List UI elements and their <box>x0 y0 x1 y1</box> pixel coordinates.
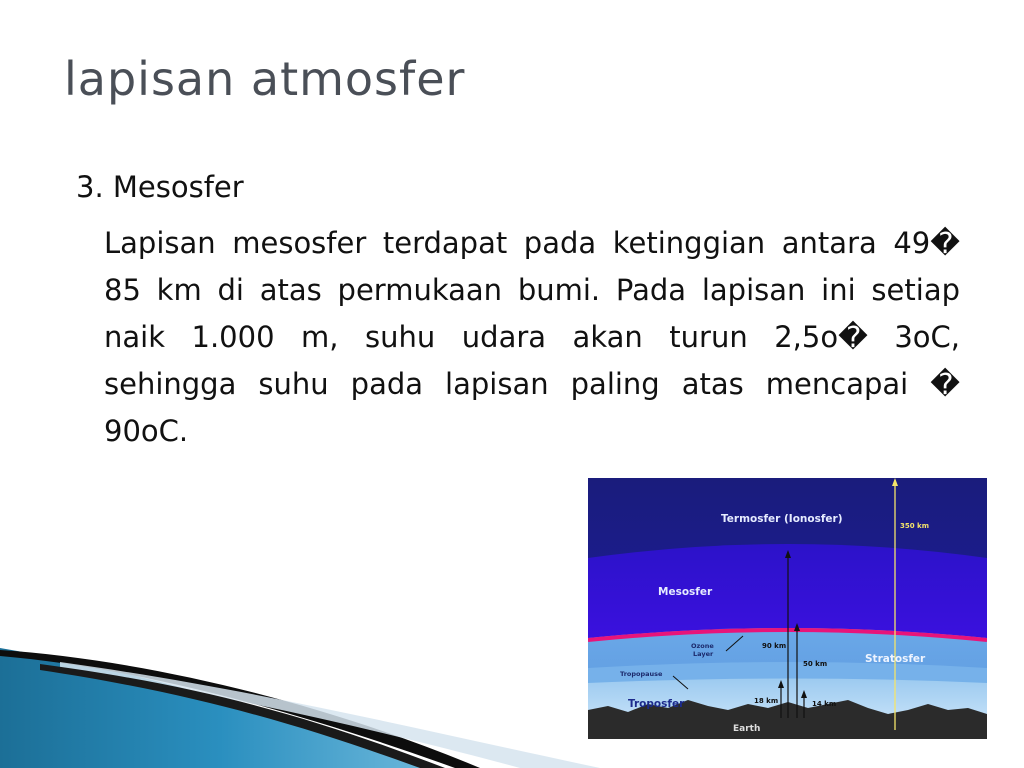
slide-title: lapisan atmosfer <box>64 52 466 106</box>
label-50km: 50 km <box>803 660 828 668</box>
body-paragraph: Lapisan mesosfer terdapat pada ketinggian antara 49� 85 km di atas permukaan bumi. Pada lapisan ini setiap naik 1.000 m, suhu udara akan turun 2,5o� 3oC, sehingga suhu pada lapisan paling atas mencapai � 90oC. <box>104 226 960 448</box>
label-earth: Earth <box>733 724 761 734</box>
label-troposphere: Troposfer <box>628 698 685 710</box>
label-18km: 18 km <box>754 697 779 705</box>
label-ozone-2: Layer <box>693 650 714 658</box>
label-tropopause: Tropopause <box>620 670 663 678</box>
section-heading: 3. Mesosfer <box>76 170 244 204</box>
atmosphere-layers-diagram <box>588 478 987 739</box>
label-90km: 90 km <box>762 642 787 650</box>
label-mesosphere: Mesosfer <box>658 586 713 598</box>
label-350km: 350 km <box>900 522 929 530</box>
label-stratosphere: Stratosfer <box>865 653 926 665</box>
label-thermosphere: Termosfer (Ionosfer) <box>721 513 843 525</box>
label-ozone-1: Ozone <box>691 642 714 650</box>
label-14km: 14 km <box>812 700 837 708</box>
